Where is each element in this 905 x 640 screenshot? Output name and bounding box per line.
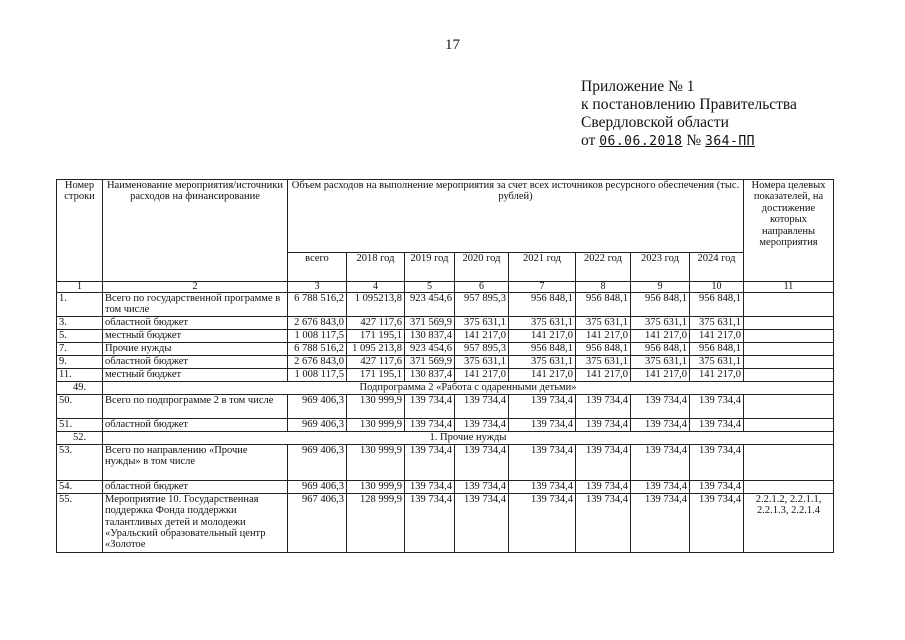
value-year: 139 734,4 bbox=[690, 418, 744, 431]
value-year: 141 217,0 bbox=[631, 368, 690, 381]
value-total: 2 676 843,0 bbox=[288, 355, 347, 368]
value-year: 139 734,4 bbox=[690, 493, 744, 552]
value-year: 956 848,1 bbox=[509, 342, 576, 355]
value-year: 956 848,1 bbox=[631, 342, 690, 355]
row-number: 50. bbox=[57, 394, 103, 418]
table-row bbox=[57, 293, 834, 317]
value-year: 139 734,4 bbox=[509, 444, 576, 480]
value-year: 139 734,4 bbox=[405, 493, 455, 552]
value-year: 427 117,6 bbox=[347, 316, 405, 329]
date-prefix: от bbox=[581, 132, 596, 149]
row-number: 55. bbox=[57, 493, 103, 552]
value-year: 139 734,4 bbox=[631, 418, 690, 431]
value-year: 375 631,1 bbox=[631, 316, 690, 329]
value-year: 171 195,1 bbox=[347, 368, 405, 381]
column-number: 8 bbox=[576, 282, 631, 293]
column-number: 10 bbox=[690, 282, 744, 293]
value-year: 141 217,0 bbox=[576, 368, 631, 381]
value-total: 969 406,3 bbox=[288, 394, 347, 418]
value-year: 1 095 213,8 bbox=[347, 342, 405, 355]
row-number: 3. bbox=[57, 316, 103, 329]
resolution-date: 06.06.2018 bbox=[599, 134, 683, 149]
value-year: 375 631,1 bbox=[631, 355, 690, 368]
row-name: областной бюджет bbox=[103, 418, 288, 431]
value-total: 1 008 117,5 bbox=[288, 368, 347, 381]
target-numbers bbox=[744, 480, 834, 493]
value-year: 957 895,3 bbox=[455, 342, 509, 355]
value-year: 141 217,0 bbox=[509, 329, 576, 342]
section-title: 1. Прочие нужды bbox=[103, 431, 834, 444]
value-year: 427 117,6 bbox=[347, 355, 405, 368]
row-name: Всего по направлению «Прочие нужды» в том числе bbox=[103, 444, 288, 480]
header-year: 2020 год bbox=[455, 253, 509, 282]
value-year: 375 631,1 bbox=[509, 355, 576, 368]
header-row-number: Номер строки bbox=[57, 180, 103, 282]
value-year: 139 734,4 bbox=[576, 493, 631, 552]
target-numbers bbox=[744, 329, 834, 342]
table-row bbox=[57, 480, 834, 493]
value-year: 371 569,9 bbox=[405, 355, 455, 368]
table-row bbox=[57, 316, 834, 329]
value-year: 139 734,4 bbox=[455, 480, 509, 493]
row-name: Прочие нужды bbox=[103, 342, 288, 355]
target-numbers bbox=[744, 293, 834, 317]
value-total: 967 406,3 bbox=[288, 493, 347, 552]
value-year: 1 095213,8 bbox=[347, 293, 405, 317]
table-row bbox=[57, 342, 834, 355]
resolution-number: 364-ПП bbox=[705, 134, 755, 149]
appendix-title: Приложение № 1 bbox=[581, 78, 695, 95]
value-year: 139 734,4 bbox=[690, 480, 744, 493]
value-year: 139 734,4 bbox=[576, 394, 631, 418]
target-numbers bbox=[744, 316, 834, 329]
value-total: 6 788 516,2 bbox=[288, 342, 347, 355]
value-year: 139 734,4 bbox=[509, 394, 576, 418]
value-year: 139 734,4 bbox=[405, 480, 455, 493]
value-year: 375 631,1 bbox=[690, 316, 744, 329]
value-year: 956 848,1 bbox=[631, 293, 690, 317]
value-year: 375 631,1 bbox=[455, 355, 509, 368]
value-year: 139 734,4 bbox=[455, 394, 509, 418]
appendix-region: Свердловской области bbox=[581, 114, 729, 131]
row-number: 53. bbox=[57, 444, 103, 480]
column-number: 7 bbox=[509, 282, 576, 293]
value-total: 969 406,3 bbox=[288, 444, 347, 480]
value-year: 375 631,1 bbox=[576, 355, 631, 368]
value-year: 139 734,4 bbox=[576, 480, 631, 493]
value-year: 139 734,4 bbox=[509, 480, 576, 493]
value-year: 139 734,4 bbox=[631, 444, 690, 480]
appendix-subtitle: к постановлению Правительства bbox=[581, 96, 797, 113]
appendix-header bbox=[581, 78, 797, 151]
table-row bbox=[57, 493, 834, 552]
number-prefix: № bbox=[686, 132, 702, 149]
row-name: областной бюджет bbox=[103, 480, 288, 493]
row-number: 9. bbox=[57, 355, 103, 368]
value-total: 1 008 117,5 bbox=[288, 329, 347, 342]
value-year: 139 734,4 bbox=[509, 418, 576, 431]
value-year: 956 848,1 bbox=[576, 342, 631, 355]
row-name: областной бюджет bbox=[103, 355, 288, 368]
row-number: 5. bbox=[57, 329, 103, 342]
target-numbers: 2.2.1.2, 2.2.1.1, 2.2.1.3, 2.2.1.4 bbox=[744, 493, 834, 552]
row-number: 1. bbox=[57, 293, 103, 317]
header-year: 2019 год bbox=[405, 253, 455, 282]
value-year: 139 734,4 bbox=[405, 444, 455, 480]
value-year: 956 848,1 bbox=[576, 293, 631, 317]
section-title: Подпрограмма 2 «Работа с одаренными детьми» bbox=[103, 381, 834, 394]
value-year: 130 999,9 bbox=[347, 418, 405, 431]
value-year: 139 734,4 bbox=[455, 418, 509, 431]
header-volume: Объем расходов на выполнение мероприятия за счет всех источников ресурсного обеспечения (тыс. рублей) bbox=[288, 180, 744, 253]
table-row bbox=[57, 444, 834, 480]
value-year: 139 734,4 bbox=[405, 418, 455, 431]
row-number: 51. bbox=[57, 418, 103, 431]
row-name: Всего по государственной программе в том числе bbox=[103, 293, 288, 317]
row-number: 11. bbox=[57, 368, 103, 381]
section-row bbox=[57, 381, 834, 394]
target-numbers bbox=[744, 342, 834, 355]
header-year: 2023 год bbox=[631, 253, 690, 282]
value-year: 956 848,1 bbox=[690, 342, 744, 355]
value-year: 141 217,0 bbox=[576, 329, 631, 342]
value-year: 956 848,1 bbox=[690, 293, 744, 317]
value-total: 6 788 516,2 bbox=[288, 293, 347, 317]
column-number: 4 bbox=[347, 282, 405, 293]
column-numbers-row bbox=[57, 282, 834, 293]
table-row bbox=[57, 329, 834, 342]
value-year: 139 734,4 bbox=[576, 444, 631, 480]
page-number: 17 bbox=[445, 37, 460, 53]
value-year: 139 734,4 bbox=[405, 394, 455, 418]
value-year: 130 999,9 bbox=[347, 394, 405, 418]
value-year: 128 999,9 bbox=[347, 493, 405, 552]
row-name: местный бюджет bbox=[103, 329, 288, 342]
row-name: местный бюджет bbox=[103, 368, 288, 381]
column-number: 2 bbox=[103, 282, 288, 293]
value-year: 139 734,4 bbox=[455, 444, 509, 480]
value-year: 130 999,9 bbox=[347, 444, 405, 480]
value-total: 969 406,3 bbox=[288, 418, 347, 431]
row-number: 54. bbox=[57, 480, 103, 493]
row-name: областной бюджет bbox=[103, 316, 288, 329]
value-year: 141 217,0 bbox=[690, 329, 744, 342]
column-number: 11 bbox=[744, 282, 834, 293]
header-year: 2022 год bbox=[576, 253, 631, 282]
header-year: 2018 год bbox=[347, 253, 405, 282]
header-year: 2024 год bbox=[690, 253, 744, 282]
expenses-table bbox=[56, 179, 834, 553]
row-number: 7. bbox=[57, 342, 103, 355]
value-year: 139 734,4 bbox=[690, 444, 744, 480]
value-year: 139 734,4 bbox=[631, 493, 690, 552]
header-targets: Номера целевых показателей, на достижение которых направлены мероприятия bbox=[744, 180, 834, 282]
table-row bbox=[57, 418, 834, 431]
target-numbers bbox=[744, 444, 834, 480]
value-year: 375 631,1 bbox=[690, 355, 744, 368]
value-year: 141 217,0 bbox=[631, 329, 690, 342]
value-year: 371 569,9 bbox=[405, 316, 455, 329]
value-year: 375 631,1 bbox=[509, 316, 576, 329]
section-row bbox=[57, 431, 834, 444]
row-number: 52. bbox=[57, 431, 103, 444]
value-year: 130 999,9 bbox=[347, 480, 405, 493]
target-numbers bbox=[744, 418, 834, 431]
value-year: 923 454,6 bbox=[405, 293, 455, 317]
value-year: 923 454,6 bbox=[405, 342, 455, 355]
header-name: Наименование мероприятия/источники расходов на финансирование bbox=[103, 180, 288, 282]
row-name: Мероприятие 10. Государственная поддержка Фонда поддержки талантливых детей и молодежи «Уральский образовательный центр «Золотое bbox=[103, 493, 288, 552]
value-year: 141 217,0 bbox=[455, 329, 509, 342]
value-year: 141 217,0 bbox=[455, 368, 509, 381]
value-year: 956 848,1 bbox=[509, 293, 576, 317]
column-number: 1 bbox=[57, 282, 103, 293]
table-row bbox=[57, 394, 834, 418]
value-year: 141 217,0 bbox=[690, 368, 744, 381]
value-year: 130 837,4 bbox=[405, 368, 455, 381]
table-row bbox=[57, 368, 834, 381]
row-name: Всего по подпрограмме 2 в том числе bbox=[103, 394, 288, 418]
value-year: 130 837,4 bbox=[405, 329, 455, 342]
value-year: 139 734,4 bbox=[509, 493, 576, 552]
row-number: 49. bbox=[57, 381, 103, 394]
value-total: 969 406,3 bbox=[288, 480, 347, 493]
column-number: 5 bbox=[405, 282, 455, 293]
value-year: 141 217,0 bbox=[509, 368, 576, 381]
value-year: 139 734,4 bbox=[631, 394, 690, 418]
value-year: 139 734,4 bbox=[631, 480, 690, 493]
target-numbers bbox=[744, 355, 834, 368]
column-number: 9 bbox=[631, 282, 690, 293]
header-total: всего bbox=[288, 253, 347, 282]
value-year: 139 734,4 bbox=[576, 418, 631, 431]
target-numbers bbox=[744, 394, 834, 418]
header-year: 2021 год bbox=[509, 253, 576, 282]
value-year: 171 195,1 bbox=[347, 329, 405, 342]
table-row bbox=[57, 355, 834, 368]
column-number: 6 bbox=[455, 282, 509, 293]
value-year: 375 631,1 bbox=[455, 316, 509, 329]
value-total: 2 676 843,0 bbox=[288, 316, 347, 329]
value-year: 139 734,4 bbox=[690, 394, 744, 418]
value-year: 375 631,1 bbox=[576, 316, 631, 329]
appendix-date-line bbox=[581, 132, 797, 151]
value-year: 139 734,4 bbox=[455, 493, 509, 552]
column-number: 3 bbox=[288, 282, 347, 293]
value-year: 957 895,3 bbox=[455, 293, 509, 317]
target-numbers bbox=[744, 368, 834, 381]
